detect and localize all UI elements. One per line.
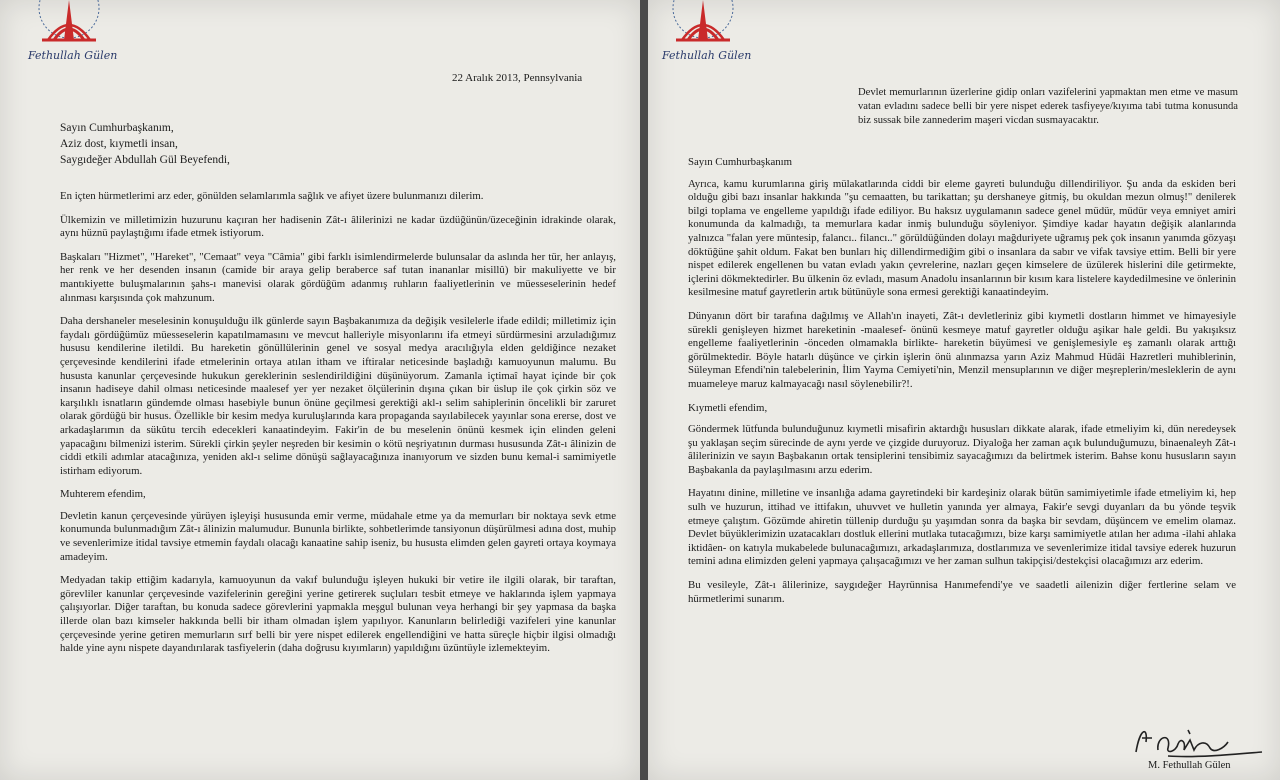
salutation-line: Saygıdeğer Abdullah Gül Beyefendi, (60, 154, 230, 166)
letter-page-2 (648, 0, 1280, 780)
signature-name: M. Fethullah Gülen (1148, 760, 1231, 771)
paragraph-heading: Kıymetli efendim, (688, 401, 768, 414)
paragraph: Medyadan takip ettiğim kadarıyla, kamuoyunun da vakıf bulunduğu işleyen hukuki bir vetire ile ilgili olarak, bir taraftan, görevliler kanunlar çerçevesinde vazifelerinin gereğini yerine getirerek suçluları tesbit etmeye ve haklarında işlem yapmaya çalışıyorlar. Diğer taraftan, bu konuda sadece görevlerini yapmakla meşgul bulunan veya herhangi bir şey yapmasa da başka illerde olan bazı kimseler hakkında belli bir itham olmadan işlem yapılıyor. Kanunların belirlediği vazifeleri yine kanunlar çerçevesinde yerine getiren memurların sırf belli bir yere nispet edilerek engellendiğini ve hatta süreçle hiçbir ilgisi olmadığı halde yine aynı nispete dayandırılarak tasfiyelerin (daha doğrusu kıyımların) yapıldığını üzüntüyle izlemekteyim. (60, 574, 616, 655)
salutation-line: Aziz dost, kıymetli insan, (60, 138, 178, 150)
paragraph: Bu vesileyle, Zât-ı âlilerinize, saygıdeğer Hayrünnisa Hanımefendi'ye ve saadetli ailenizin diğer fertlerine selam ve hürmetlerimi sunarım. (688, 579, 1236, 605)
logo (658, 0, 754, 64)
logo-signature: Fethullah Gülen (662, 49, 752, 62)
paragraph-heading: Muhterem efendim, (60, 488, 146, 501)
letter-intro: Devlet memurlarının üzerlerine gidip onları vazifelerini yapmaktan men etme ve masum vatan evladını sadece belli bir yere nispet ederek tasfiyeye/kıyıma tabi tutma konusunda biz sussak bile zannederim maşeri vicdan susmayacaktır. (858, 87, 1238, 126)
paragraph: Ayrıca, kamu kurumlarına giriş mülakatlarında ciddi bir eleme gayreti bulunduğu dillendiriliyor. Şu anda da eskiden beri olduğu gibi bazı insanlar hakkında "şu cemaatten, bu tarikattan; şu dershaneye gitmiş, bu okuldan mezun olmuş!" denilerek bilgi toplama ve engelleme yapıldığı ifade ediliyor. Bu haksız uygulamanın sadece genel müdür, müdür veya emniyet amiri konumunda da kalmadığı, ta memurlara kadar inmiş bulunduğu söyleniyor. Şimdiye kadar hayatın değişik alanlarında yalnızca "falan yere müntesip, falancı.. filancı.." görüldüğünden dolayı mağduriyete uğramış pek çok insanın yanımda gözyaşı döktüğüne şahit oldum. Fakat ben bunları hiç dillendirmediğim gibi o insanlara da sabır ve vifak tavsiye ettim. Belli bir yere nispet edilerek engellenen bu vatan evladı yakın çevrelerine, nazları geçen kimselere de üzülerek hislerini dile getirmekte, içlerini dökmektedirler. Bu ülkenin öz evladı, masum Anadolu insanlarının bir kısım kara listelere kaydedilmesine ve önlerinin kesilmesine matuf gayretlerin artık bütünüyle sona ermesi gerektiği kanaatindeyim. (688, 177, 1236, 299)
letter-body-left (60, 190, 616, 666)
logo (24, 0, 120, 64)
paragraph: Ülkemizin ve milletimizin huzurunu kaçıran her hadisenin Zât-ı âlilerinizi ne kadar üzdüğünün/üzeceğinin idrakinde olarak, aynı hüznü paylaştığımı ifade etmek istiyorum. (60, 213, 616, 240)
page-fold (640, 0, 648, 780)
paragraph: Devletin kanun çerçevesinde yürüyen işleyişi hususunda emir verme, müdahale etme ya da memurları bir noktaya sevk etme konumunda bulunmadığım Zât-ı âlinizin malumudur. Bununla birlikte, sohbetlerimde tansiyonun düşürülmesi adına dost, muhip ve sevenlerimize itidal tavsiye etmemin faydalı olacağı kanaatine sahip iseniz, bu hususta elimden gelen gayreti ortaya koymaya amadeyim. (60, 509, 616, 563)
tower-globe-logo-icon (658, 0, 748, 50)
signature-scribble-icon (1128, 722, 1268, 762)
paragraph: Dünyanın dört bir tarafına dağılmış ve Allah'ın inayeti, Zât-ı devletleriniz gibi kıymetli dostların himmet ve himayesiyle sürekli genişleyen hizmet hareketinin -maalesef- önünü kesmeye matuf gayretler olduğu aşikar hale geldi. Bu yakışıksız engelleme faaliyetlerinin -önceden olmamakla birlikte- hareketin büyümesi ve genişlemesiyle eş zamanlı olarak arttığı görülmektedir. Böyle hatarlı düşünce ve çirkin işlerin önü alınmazsa yarın Aziz Mahmud Hüdâi Hazretleri muhiblerinin, Süleyman Efendi'nin talebelerinin, İlim Yayma Cemiyeti'nin, Menzil mensuplarının ve diğer meşreplerin/mesleklerin de aynı muameleye maruz kalmayacağı nasıl söylenebilir?!. (688, 309, 1236, 390)
letter-body-right (688, 156, 1236, 616)
handwritten-signature (1128, 722, 1268, 762)
paragraph: Hayatını dinine, milletine ve insanlığa adama gayretindeki bir kardeşiniz olarak bütün samimiyetimle ifade etmeliyim ki, hep sulh ve huzurun, ittihad ve ittifakın, uhuvvet ve hulletin yanında yer almaya, Fakir'e sevgi duyanları da bu yönde teşvik etmeye çalıştım. Gözümde ahiretin tüllenip durduğu şu yaşımdan sonra da başka bir sevdam, düşüncem ve emelim olamaz. Devlet büyüklerimizin uzatacakları dostluk ellerini mutlaka tutacağımızı, bize karşı samimiyetle atılan her adıma -ilahi ahlaka iktidâen- on katıyla mukabelede bulunacağımızı, arkadaşlarımıza, dostlarımıza ve sevenlerimize itidal tavsiye ederek huzurun temini adına elimizden geleni yapmaya çalışacağımızı ve her zaman sulhun takipçisi/destekçisi olacağımızı arz ederim. (688, 487, 1236, 568)
logo-signature: Fethullah Gülen (28, 49, 118, 62)
paragraph: Başkaları "Hizmet", "Hareket", "Cemaat" veya "Câmia" gibi farklı isimlendirmelerde bulunsalar da aslında her tür, her anlayış, her renk ve her desenden insanın (camide bir araya gelip beraberce saf tutan inananlar misillû) bir makuliyette ve bir mantıkiyette buluşmalarının şahs-ı manevisi olarak gördüğüm adanmış ruhların faaliyetlerinin ve müesseselerinin hedef alınması karşısında çok mahzunum. (60, 250, 616, 304)
letter-date: 22 Aralık 2013, Pennsylvania (452, 72, 583, 84)
paragraph: Göndermek lütfunda bulunduğunuz kıymetli misafirin aktardığı hususları dikkate alarak, ifade etmeliyim ki, dün neredeysek şu yaklaşan seçim sürecinde de aynı yerde ve çizgide duruyoruz. Diyaloğa her zaman açık bulunduğumuzu, binaenaleyh Zât-ı âlilerinizin ve sayın Başbakanın ortak tensiplerini tensibimiz sayacağımızı da belirtmek isterim. Bahse konu hususların sayın Başbakanla da paylaşılmasını arzu ederim. (688, 423, 1236, 476)
salutation-line: Sayın Cumhurbaşkanım, (60, 122, 174, 134)
paragraph-heading: Sayın Cumhurbaşkanım (688, 156, 793, 168)
salutation (60, 120, 230, 168)
paragraph: En içten hürmetlerimi arz eder, gönülden selamlarımla sağlık ve afiyet üzere bulunmanızı dilerim. (60, 190, 484, 202)
tower-globe-logo-icon (24, 0, 114, 50)
paragraph: Daha dershaneler meselesinin konuşulduğu ilk günlerde sayın Başbakanımıza da değişik vesilelerle ifade edildi; milletimiz için faydalı gördüğümüz müesseselerin kapatılmamasını ve mevcut halleriyle misyonlarını ifa etmeyi sürdürmesini arzuladığımız hususu kendilerine iletildi. Bu hareketin gönüllülerinin genel ve sosyal medya aracılığıyla elden geldiğince nezaket çerçevesinde kendilerini ifade etmelerinin ortaya atılan itham ve iftiralar neticesinde başladığı kamuoyunun malumu. Bu hususta kanunlar çerçevesinde hukukun gereklerinin seslendirildiğini düşünüyorum. Zamanla içtimaî hayat içinde bir çok insanın hadiseye dahil olması neticesinde maalesef yer yer nezaket ölçülerinin dışına çıkan bir üslup ile çok çirkin söz ve karşılıklı isnatların gündemde olması hasebiyle bunun önüne geçilmesi gerektiği akl-ı selim sahiplerinin öncelikli bir zaruret olarak gördüğü bir husus. Özellikle bir kesim medya kuruluşlarında kara propaganda sayılabilecek yayınlar sona erersе, dost ve arkadaşlarımın da sükûtu tercih edecekleri kanaatindeyim. Fakir'in de bu meselenin önünü kesmek için elinden geleni yapacağını bilmenizi isterim. Sürekli çirkin şeyler neşreden bir kesimin o kötü neşriyatının durması hususunda Zât-ı âlinizin de ciddi etkili adımlar atacağınıza, yeniden akl-ı selime dönüşü sağlayacağınıza inanıyorum ve sizden bunu kemal-i samimiyetle istirham ediyorum. (60, 315, 616, 477)
